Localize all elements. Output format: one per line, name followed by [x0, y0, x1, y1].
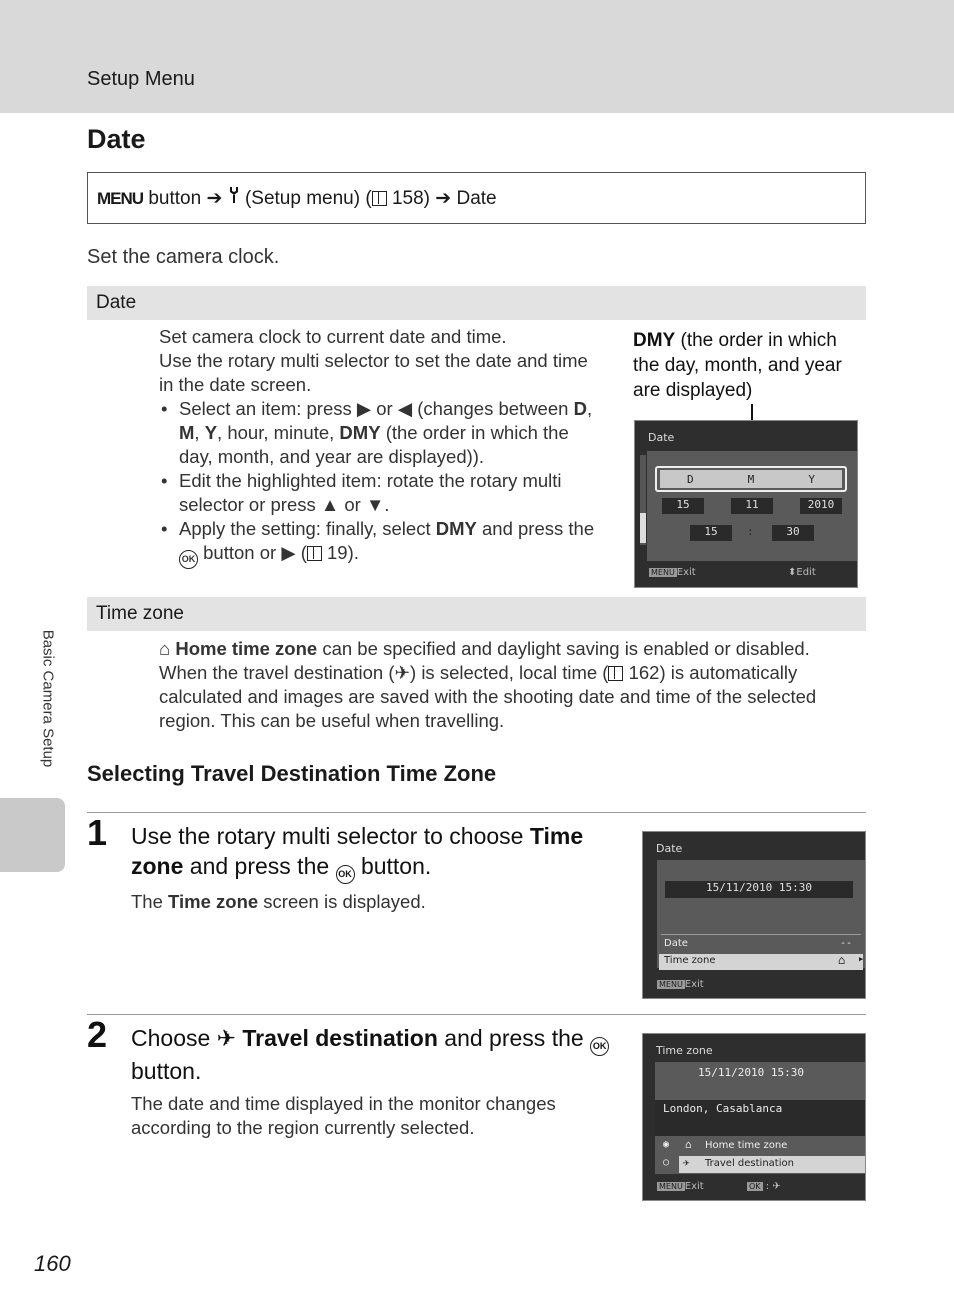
airplane-icon: ✈ [394, 662, 411, 683]
right-arrow-icon: ▶ [859, 955, 864, 963]
ok-button-icon: OK [749, 1182, 761, 1191]
radio-selected-icon: ◉ [663, 1139, 670, 1150]
menu-path-box [87, 172, 866, 224]
lcd-footer-edit: ⬍Edit [788, 567, 816, 578]
minute-field: 30 [772, 525, 814, 541]
ok-icon: OK [179, 550, 198, 569]
step2-rule [87, 1014, 866, 1015]
home-icon: ⌂ [685, 1138, 692, 1151]
step1-heading: Use the rotary multi selector to choose Time zone and press the OK button. [131, 821, 611, 884]
home-icon: ⌂ [159, 638, 171, 659]
lcd-region: London, Casablanca [663, 1102, 783, 1115]
nav-button-text: button [148, 188, 202, 209]
nav-setup-menu: (Setup menu) ( [244, 188, 372, 209]
lcd-row-date: Date [664, 938, 688, 949]
bullet-edit: • Edit the highlighted item: rotate the rotary multi selector or press ▲ or ▼. [159, 469, 604, 517]
step1-rule [87, 812, 866, 813]
book-icon [372, 191, 387, 206]
lcd-title: Date [648, 431, 675, 444]
home-icon: ⌂ [838, 953, 846, 967]
lcd-side-indicator [640, 513, 646, 543]
section-label: Setup Menu [87, 68, 195, 90]
step2-note: The date and time displayed in the monitor changes according to the region currently selected. [131, 1093, 556, 1138]
lcd-option-travel: Travel destination [705, 1158, 794, 1169]
lcd-title: Date [656, 842, 683, 855]
date-bullets [159, 397, 604, 569]
lcd-footer-exit: MENU Exit [651, 567, 696, 578]
dmy-d: D [687, 472, 694, 486]
lcd-row-date-value: -- [840, 938, 853, 949]
up-down-icon: ⬍ [788, 567, 797, 578]
step1-note: The Time zone screen is displayed. [131, 891, 426, 912]
radio-empty-icon: ○ [663, 1157, 670, 1168]
day-field: 15 [662, 498, 704, 514]
time-zone-description: ⌂ Home time zone can be specified and daylight saving is enabled or disabled. When the travel destination (✈) is selected, local time ( 162) is automatically calculated and images are saved with the shooting date and time of the selected region. This can be useful when travelling. [159, 638, 817, 731]
lcd-footer-exit: MENU Exit [659, 979, 704, 990]
up-arrow-icon: ▲ [320, 494, 340, 515]
left-arrow-icon: ◀ [397, 398, 413, 419]
lcd-panel [657, 860, 865, 968]
dmy-caption: DMY (the order in which the day, month, and year are displayed) [633, 330, 842, 401]
page-number: 160 [34, 1251, 71, 1276]
nav-page-ref: 158) [386, 188, 430, 209]
time-zone-band: Time zone [87, 597, 866, 631]
nav-target: Date [456, 188, 497, 209]
lcd-option-home: Home time zone [705, 1140, 788, 1151]
right-arrow-icon: ▶ [281, 542, 296, 563]
side-label: Basic Camera Setup [39, 629, 57, 768]
lcd-title: Time zone [656, 1044, 713, 1057]
side-tab [0, 798, 65, 872]
date-lcd-screen [634, 420, 858, 588]
step1-number: 1 [87, 812, 108, 853]
lcd-datetime: 15/11/2010 15:30 [665, 881, 853, 898]
month-field: 11 [731, 498, 773, 514]
arrow-icon: ➔ [435, 188, 452, 209]
date-description [159, 325, 604, 569]
ok-icon: OK [336, 865, 355, 884]
intro-text: Set the camera clock. [87, 246, 280, 268]
airplane-icon: ✈ [772, 1181, 781, 1192]
menu-button-icon: MENU [659, 980, 683, 989]
lcd-footer-ok: OK : ✈ [749, 1181, 781, 1192]
down-arrow-icon: ▼ [365, 494, 385, 515]
dmy-y: Y [808, 472, 815, 486]
lcd-row-time-zone: Time zone [664, 955, 716, 966]
wrench-icon [228, 188, 240, 209]
ok-icon: OK [590, 1037, 609, 1056]
airplane-icon: ✈ [683, 1156, 690, 1169]
lcd-datetime: 15/11/2010 15:30 [698, 1066, 804, 1079]
bullet-apply: • Apply the setting: finally, select DMY and press the OK button or ▶ ( 19). [159, 517, 604, 569]
bullet-select: • Select an item: press ▶ or ◀ (changes between D, M, Y, hour, minute, DMY (the order in which the day, month, and year are displayed)). [159, 397, 604, 469]
airplane-icon: ✈ [216, 1025, 236, 1051]
year-field: 2010 [800, 498, 842, 514]
book-icon [307, 546, 322, 561]
step2-number: 2 [87, 1014, 108, 1055]
arrow-icon: ➔ [206, 188, 223, 209]
time-separator: : [747, 525, 754, 538]
menu-button-icon: MENU [651, 568, 675, 577]
step2-heading: Choose ✈ Travel destination and press the OK button. [131, 1023, 611, 1086]
travel-destination-lcd [642, 1033, 866, 1201]
dmy-selector [660, 470, 842, 488]
date-band: Date [87, 286, 866, 320]
lcd-divider [661, 934, 861, 935]
hour-field: 15 [690, 525, 732, 541]
date-line2: Use the rotary multi selector to set the date and time in the date screen. [159, 350, 588, 395]
menu-button-icon: MENU [97, 189, 144, 208]
right-arrow-icon: ▶ [356, 398, 372, 419]
menu-button-icon: MENU [659, 1182, 683, 1191]
sub-heading: Selecting Travel Destination Time Zone [87, 761, 497, 786]
time-zone-menu-lcd [642, 831, 866, 999]
date-line1: Set camera clock to current date and time. [159, 326, 507, 347]
lcd-footer-exit: MENU Exit [659, 1181, 704, 1192]
book-icon [608, 666, 623, 681]
page-title: Date [87, 124, 146, 154]
dmy-m: M [747, 472, 755, 486]
header-band [0, 0, 954, 113]
